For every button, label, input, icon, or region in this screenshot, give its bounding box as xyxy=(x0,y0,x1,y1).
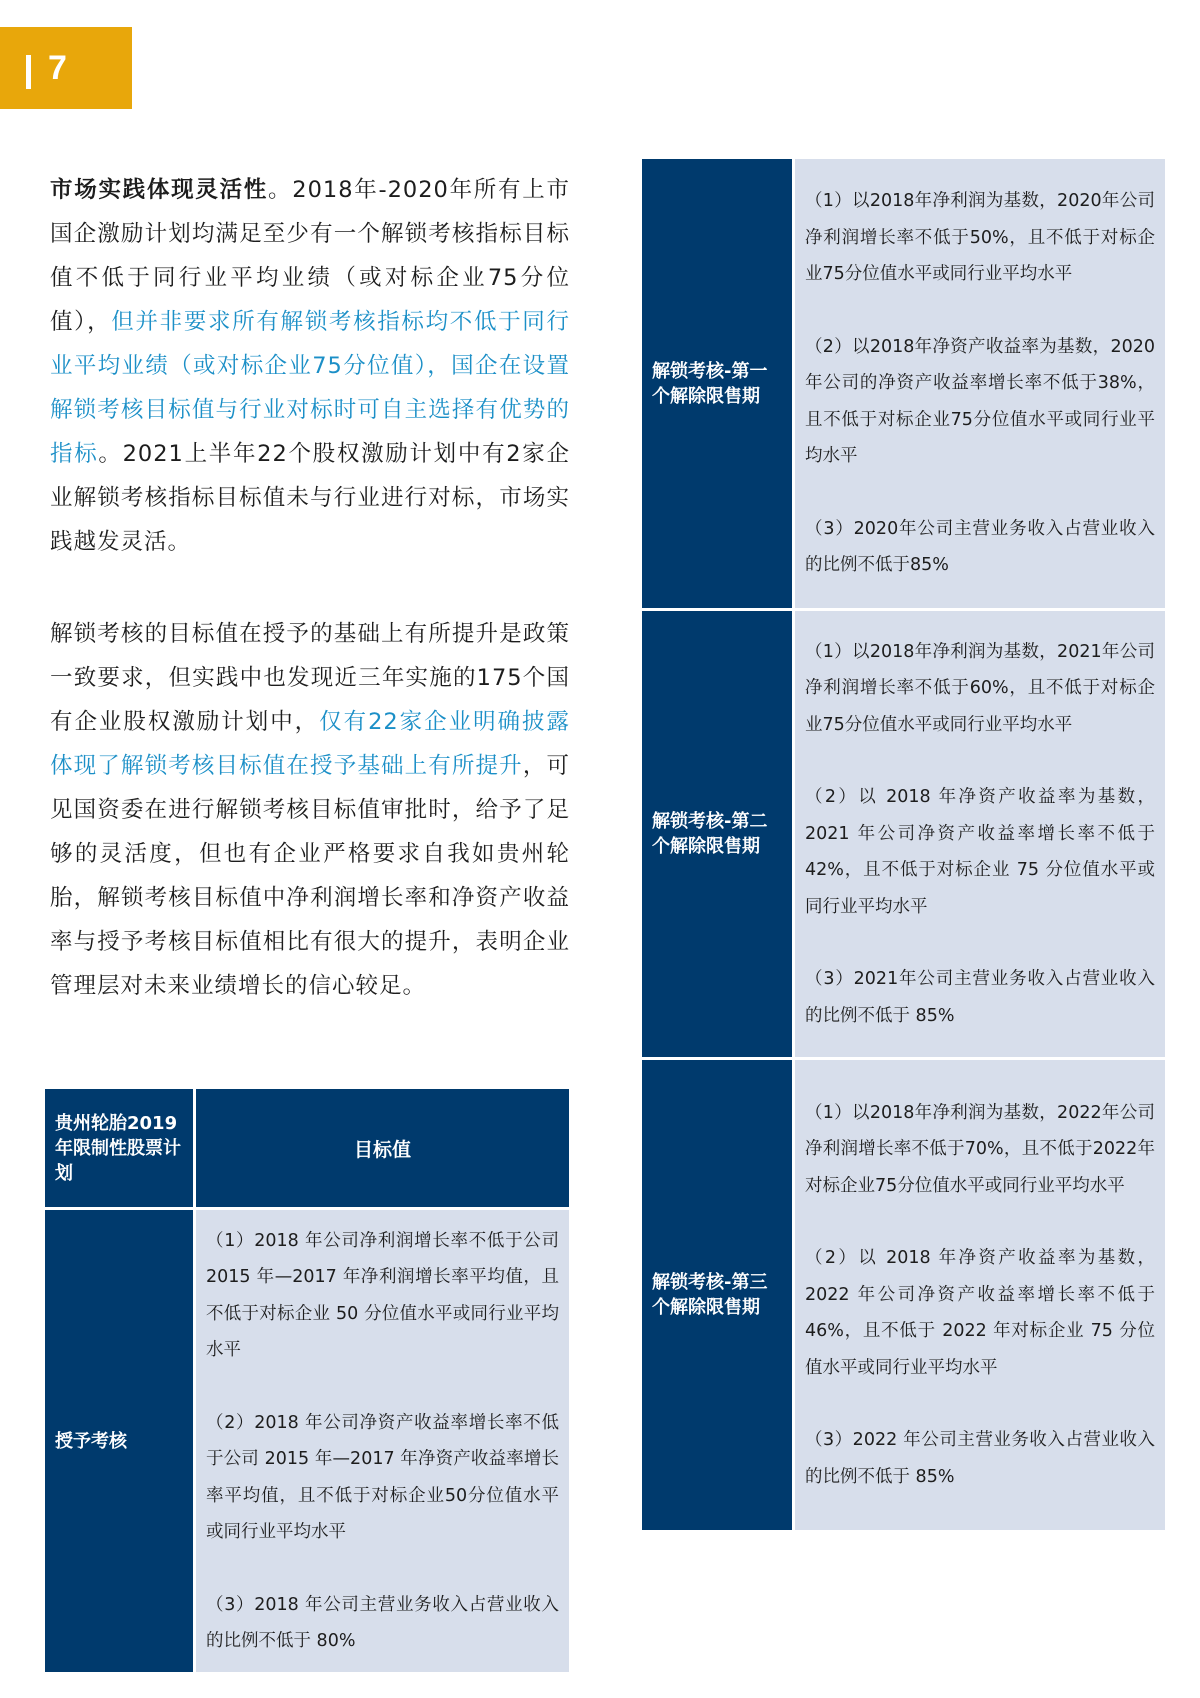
row-label: 解锁考核-第二个解除限售期 xyxy=(642,611,792,1057)
criterion-text: （1）2018 年公司净利润增长率不低于公司 2015 年—2017 年净利润增长率平均值，且不低于对标企业 50 分位值水平或同行业平均水平 xyxy=(206,1230,559,1360)
paragraph-text: ，可见国资委在进行解锁考核目标值审批时，给予了足够的灵活度，但也有企业严格要求自我如贵州轮胎，解锁考核目标值中净利润增长率和净资产收益率与授予考核目标值相比有很大的提升，表明企业管理层对未来业绩增长的信心较足。 xyxy=(50,753,570,999)
table-header-label: 贵州轮胎2019年限制性股票计划 xyxy=(45,1089,193,1207)
row-content xyxy=(795,159,1165,608)
paragraph-highlight: 仅有22家企业明确披露体现了解锁考核目标值在授予基础上有所提升 xyxy=(50,709,570,779)
criterion-text: （2）以2018年净资产收益率为基数，2020年公司的净资产收益率增长率不低于38%，且不低于对标企业75分位值水平或同行业平均水平 xyxy=(805,336,1155,467)
row-label: 解锁考核-第一个解除限售期 xyxy=(642,159,792,608)
paragraph-highlight: 但并非要求所有解锁考核指标均不低于同行业平均业绩（或对标企业75分位值），国企在设置解锁考核目标值与行业对标时可自主选择有优势的指标 xyxy=(50,309,570,467)
row-content xyxy=(196,1210,569,1672)
page-number-tab xyxy=(0,27,132,109)
table-row xyxy=(642,159,1165,608)
paragraph-text: 。2018年-2020年所有上市国企激励计划均满足至少有一个解锁考核指标目标值不低于同行业平均业绩（或对标企业75分位值）， xyxy=(50,177,570,335)
table-row xyxy=(642,611,1165,1057)
criterion-text: （2）2018 年公司净资产收益率增长率不低于公司 2015 年—2017 年净资产收益率增长率平均值，且不低于对标企业50分位值水平或同行业平均水平 xyxy=(206,1412,559,1542)
table-row xyxy=(45,1210,569,1672)
criterion-text: （3）2020年公司主营业务收入占营业收入的比例不低于85% xyxy=(805,518,1155,576)
table-row xyxy=(642,1060,1165,1530)
page-number: 7 xyxy=(48,49,67,87)
paragraph-text: 解锁考核的目标值在授予的基础上有所提升是政策一致要求，但实践中也发现近三年实施的175个国有企业股权激励计划中， xyxy=(50,621,570,735)
criterion-text: （1）以2018年净利润为基数，2020年公司净利润增长率不低于50%，且不低于对标企业75分位值水平或同行业平均水平 xyxy=(805,191,1155,285)
table-header-value: 目标值 xyxy=(196,1089,569,1207)
criterion-text: （2）以 2018 年净资产收益率为基数，2022 年公司净资产收益率增长率不低于46%，且不低于 2022 年对标企业 75 分位值水平或同行业平均水平 xyxy=(805,1248,1155,1378)
table-header-row xyxy=(45,1089,569,1207)
criterion-text: （3）2021年公司主营业务收入占营业收入的比例不低于 85% xyxy=(805,969,1155,1026)
criterion-text: （3）2018 年公司主营业务收入占营业收入的比例不低于 80% xyxy=(206,1594,559,1651)
criterion-text: （2）以 2018 年净资产收益率为基数，2021 年公司净资产收益率增长率不低于42%，且不低于对标企业 75 分位值水平或同行业平均水平 xyxy=(805,787,1155,917)
paragraph-market-practice xyxy=(50,168,570,564)
row-label: 解锁考核-第三个解除限售期 xyxy=(642,1060,792,1530)
row-content xyxy=(795,1060,1165,1530)
criterion-text: （3）2022 年公司主营业务收入占营业收入的比例不低于 85% xyxy=(805,1430,1155,1487)
grant-assessment-table xyxy=(42,1086,572,1675)
page-number-bar xyxy=(26,55,31,89)
criterion-text: （1）以2018年净利润为基数，2022年公司净利润增长率不低于70%，且不低于2022年对标企业75分位值水平或同行业平均水平 xyxy=(805,1102,1155,1196)
row-content xyxy=(795,611,1165,1057)
row-label: 授予考核 xyxy=(45,1210,193,1672)
criterion-text: （1）以2018年净利润为基数，2021年公司净利润增长率不低于60%，且不低于对标企业75分位值水平或同行业平均水平 xyxy=(805,641,1155,735)
paragraph-target-improvement xyxy=(50,612,570,1008)
paragraph-lead: 市场实践体现灵活性 xyxy=(50,177,269,203)
unlock-assessment-table xyxy=(639,156,1168,1533)
paragraph-text: 。2021上半年22个股权激励计划中有2家企业解锁考核指标目标值未与行业进行对标，市场实践越发灵活。 xyxy=(50,441,570,555)
